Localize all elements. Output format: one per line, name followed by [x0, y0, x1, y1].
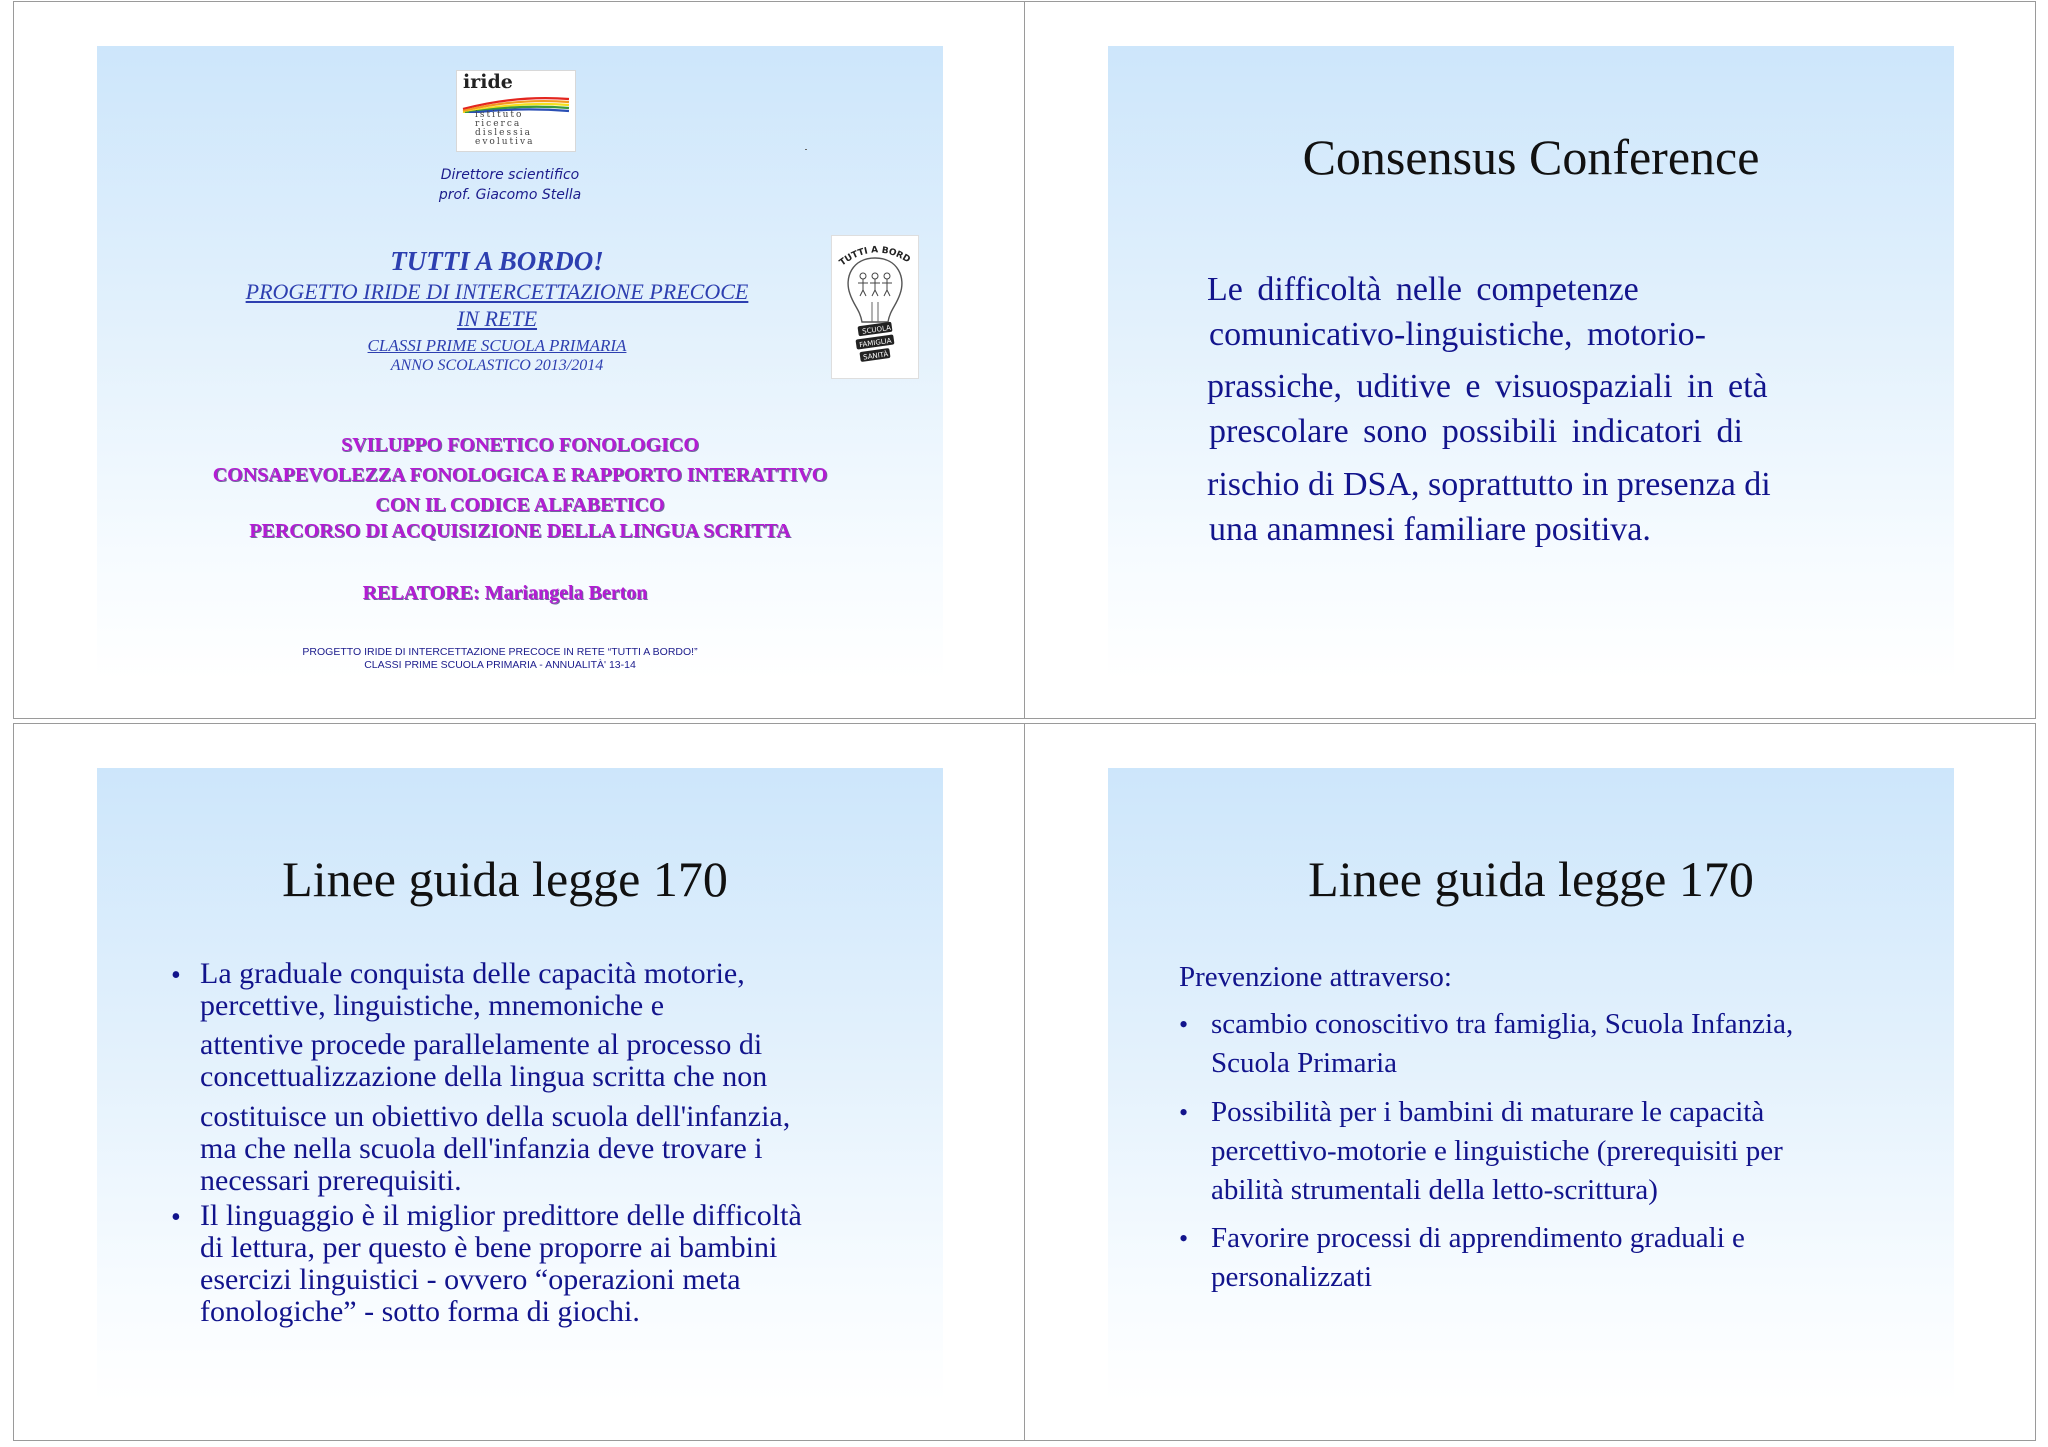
speaker: RELATORE: Mariangela Berton — [362, 582, 648, 604]
intro-text: Prevenzione attraverso: — [1179, 961, 1452, 993]
bullet-1-line-7: necessari prerequisiti. — [200, 1164, 462, 1197]
slide-consensus — [1108, 46, 1954, 680]
logo-arc-text: TUTTI A BORD — [837, 245, 912, 269]
project-classes: CLASSI PRIME SCUOLA PRIMARIA — [367, 336, 627, 355]
iride-logo — [456, 70, 576, 152]
bullet-2-line-1: Possibilità per i bambini di maturare le capacità — [1211, 1096, 1765, 1128]
bullet-2-marker: • — [171, 1202, 181, 1233]
logo-band-scuola: SCUOLA — [861, 323, 892, 336]
slide-cell-3 — [13, 723, 1025, 1441]
slide-heading: Linee guida legge 170 — [1308, 851, 1754, 907]
bullet-3-line-1: Favorire processi di apprendimento graduali e — [1211, 1222, 1745, 1254]
body-line-2: comunicativo-linguistiche, motorio- — [1209, 316, 1707, 353]
bullet-1-line-6: ma che nella scuola dell'infanzia deve trovare i — [200, 1132, 763, 1165]
project-year: ANNO SCOLASTICO 2013/2014 — [390, 357, 604, 374]
project-name-line2: IN RETE — [456, 306, 538, 331]
slide-heading: Consensus Conference — [1302, 129, 1760, 185]
bullet-1-line-2: percettive, linguistiche, mnemoniche e — [200, 989, 665, 1022]
iride-logo-subtitle: istituto ricerca dislessia evolutiva — [475, 110, 535, 147]
svg-text:TUTTI A BORDO! — [832, 236, 912, 268]
slide-title-page — [97, 46, 943, 680]
logo-band-famiglia: FAMIGLIA — [858, 336, 893, 350]
body-line-1: Le difficoltà nelle competenze — [1207, 271, 1639, 308]
topic-3: CON IL CODICE ALFABETICO — [375, 494, 665, 516]
slide-cell-1 — [13, 1, 1025, 719]
bullet-2-line-4: fonologiche” - sotto forma di giochi. — [200, 1295, 640, 1328]
body-line-4: prescolare sono possibili indicatori di — [1209, 413, 1743, 450]
project-title: TUTTI A BORDO! — [390, 246, 604, 276]
slide-cell-2 — [1024, 1, 2036, 719]
director-role: Direttore scientifico — [440, 167, 580, 183]
bullet-2-line-2: di lettura, per questo è bene proporre ai bambini — [200, 1231, 778, 1264]
bullet-1-marker: • — [1179, 1010, 1189, 1039]
bullet-1-line-2: Scuola Primaria — [1211, 1047, 1398, 1079]
footer-line-2: CLASSI PRIME SCUOLA PRIMARIA - ANNUALITÀ' 13-14 — [364, 659, 636, 671]
bullet-2-line-1: Il linguaggio è il miglior predittore delle difficoltà — [200, 1199, 802, 1232]
tutti-a-bordo-logo — [831, 235, 919, 379]
slide-heading: Linee guida legge 170 — [282, 851, 728, 907]
topic-4: PERCORSO DI ACQUISIZIONE DELLA LINGUA SCRITTA — [249, 520, 791, 542]
bullet-1-line-3: attentive procede parallelamente al processo di — [200, 1028, 763, 1061]
bullet-2-line-2: percettivo-motorie e linguistiche (prerequisiti per — [1211, 1135, 1783, 1167]
body-line-5: rischio di DSA, soprattutto in presenza di — [1207, 466, 1771, 503]
bullet-3-marker: • — [1179, 1224, 1189, 1253]
topic-2: CONSAPEVOLEZZA FONOLOGICA E RAPPORTO INTERATTIVO — [212, 464, 828, 486]
slide-linee-guida-2 — [1108, 768, 1954, 1402]
iride-logo-word: iride — [463, 71, 513, 93]
footer-line-1: PROGETTO IRIDE DI INTERCETTAZIONE PRECOCE IN RETE “TUTTI A BORDO!” — [302, 646, 698, 658]
stray-mark — [805, 149, 807, 150]
director-name: prof. Giacomo Stella — [438, 187, 582, 203]
body-line-6: una anamnesi familiare positiva. — [1209, 511, 1651, 548]
bullet-1-line-1: scambio conoscitivo tra famiglia, Scuola Infanzia, — [1211, 1008, 1794, 1040]
project-name-line1: PROGETTO IRIDE DI INTERCETTAZIONE PRECOCE — [245, 279, 749, 304]
bullet-1-line-5: costituisce un obiettivo della scuola dell'infanzia, — [200, 1100, 791, 1133]
lightbulb-icon — [832, 236, 918, 378]
bullet-1-line-1: La graduale conquista delle capacità motorie, — [200, 957, 745, 990]
bullet-2-marker: • — [1179, 1098, 1189, 1127]
bullet-1-line-4: concettualizzazione della lingua scritta che non — [200, 1060, 768, 1093]
bullet-2-line-3: esercizi linguistici - ovvero “operazioni meta — [200, 1263, 741, 1296]
bullet-3-line-2: personalizzati — [1211, 1261, 1373, 1293]
logo-band-sanita: SANITÀ — [862, 350, 889, 362]
body-line-3: prassiche, uditive e visuospaziali in età — [1207, 368, 1768, 405]
topic-1: SVILUPPO FONETICO FONOLOGICO — [341, 434, 699, 456]
slide-cell-4 — [1024, 723, 2036, 1441]
slide-linee-guida-1 — [97, 768, 943, 1402]
bullet-2-line-3: abilità strumentali della letto-scrittura) — [1211, 1174, 1658, 1206]
bullet-1-marker: • — [171, 960, 181, 991]
